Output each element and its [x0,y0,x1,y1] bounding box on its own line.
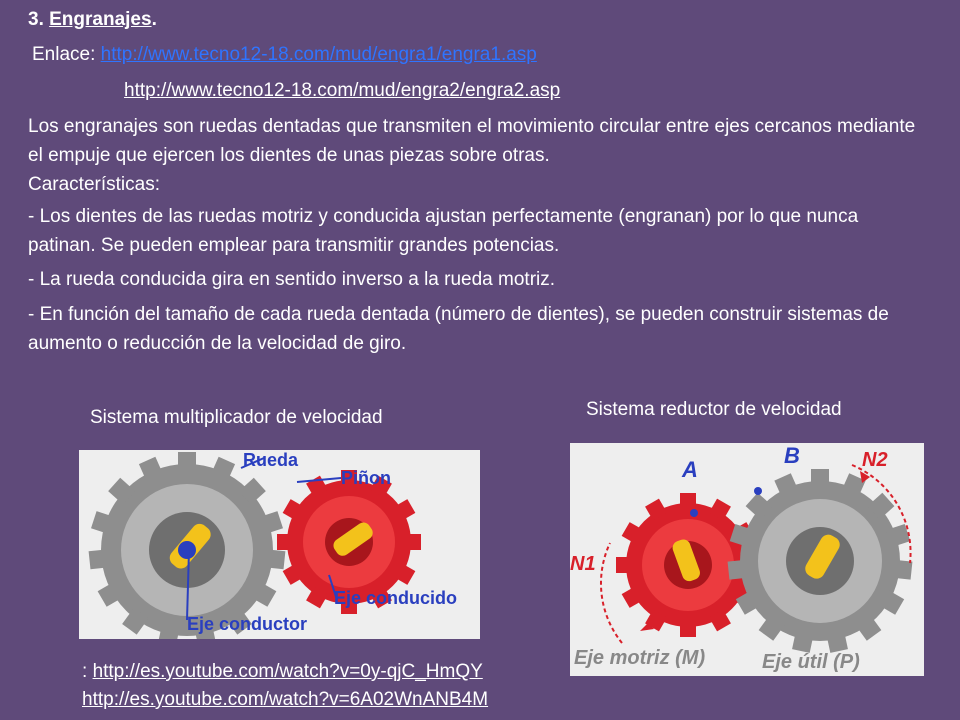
video-links-line-1 [82,658,483,686]
intro-paragraph [28,112,928,199]
intro-text: Los engranajes son ruedas dentadas que transmiten el movimiento circular entre ejes cercanos mediante el empuje que ejercen los dientes de unas piezas sobre otras. [28,116,916,166]
label-rueda: Rueda [243,450,299,470]
links-line-2 [124,77,560,105]
label-b: B [784,443,800,468]
tecno-link-2[interactable]: http://www.tecno12-18.com/mud/engra2/engra2.asp [124,80,561,101]
video-links-line-2 [82,686,488,714]
heading-number: 3. [28,9,50,30]
links-label: Enlace: [32,44,101,65]
bullet-1: - Los dientes de las ruedas motriz y conducida ajustan perfectamente (engranan) por lo que nunca patinan. Se pueden emplear para transmitir grandes potencias. [28,206,859,256]
label-eje-motriz: Eje motriz (M) [574,647,706,669]
gear-illustration-multiplicador [79,450,480,639]
caption-reductor: Sistema reductor de velocidad [586,399,842,420]
figure-reductor [570,443,924,676]
label-eje-conducido: Eje conducido [334,588,458,608]
characteristics-label: Características: [28,174,160,195]
label-n2: N2 [862,449,888,471]
label-eje-util: Eje útil (P) [762,651,860,673]
tecno-link-1[interactable]: http://www.tecno12-18.com/mud/engra1/engra1.asp [100,44,537,65]
label-n1: N1 [570,553,596,575]
bullet-3: - En función del tamaño de cada rueda dentada (número de dientes), se pueden construir sistemas de aumento o reducción de la velocidad de giro. [28,304,889,354]
youtube-link-2[interactable]: http://es.youtube.com/watch?v=6A02WnANB4M [82,689,489,710]
label-pinon: Piñon [341,468,391,488]
links-line-1 [32,41,537,69]
gear-illustration-reductor [570,443,924,676]
figure-multiplicador [79,450,480,639]
caption-multiplicador: Sistema multiplicador de velocidad [90,407,383,428]
video-prefix: : [82,661,93,682]
heading-title: Engranajes [49,9,152,30]
youtube-link-1[interactable]: http://es.youtube.com/watch?v=0y-qjC_HmQY [92,661,483,682]
section-heading [28,6,157,34]
bullet-2: - La rueda conducida gira en sentido inverso a la rueda motriz. [28,269,556,290]
heading-suffix: . [151,9,157,30]
label-a: A [682,457,698,482]
label-eje-conductor: Eje conductor [187,614,308,634]
